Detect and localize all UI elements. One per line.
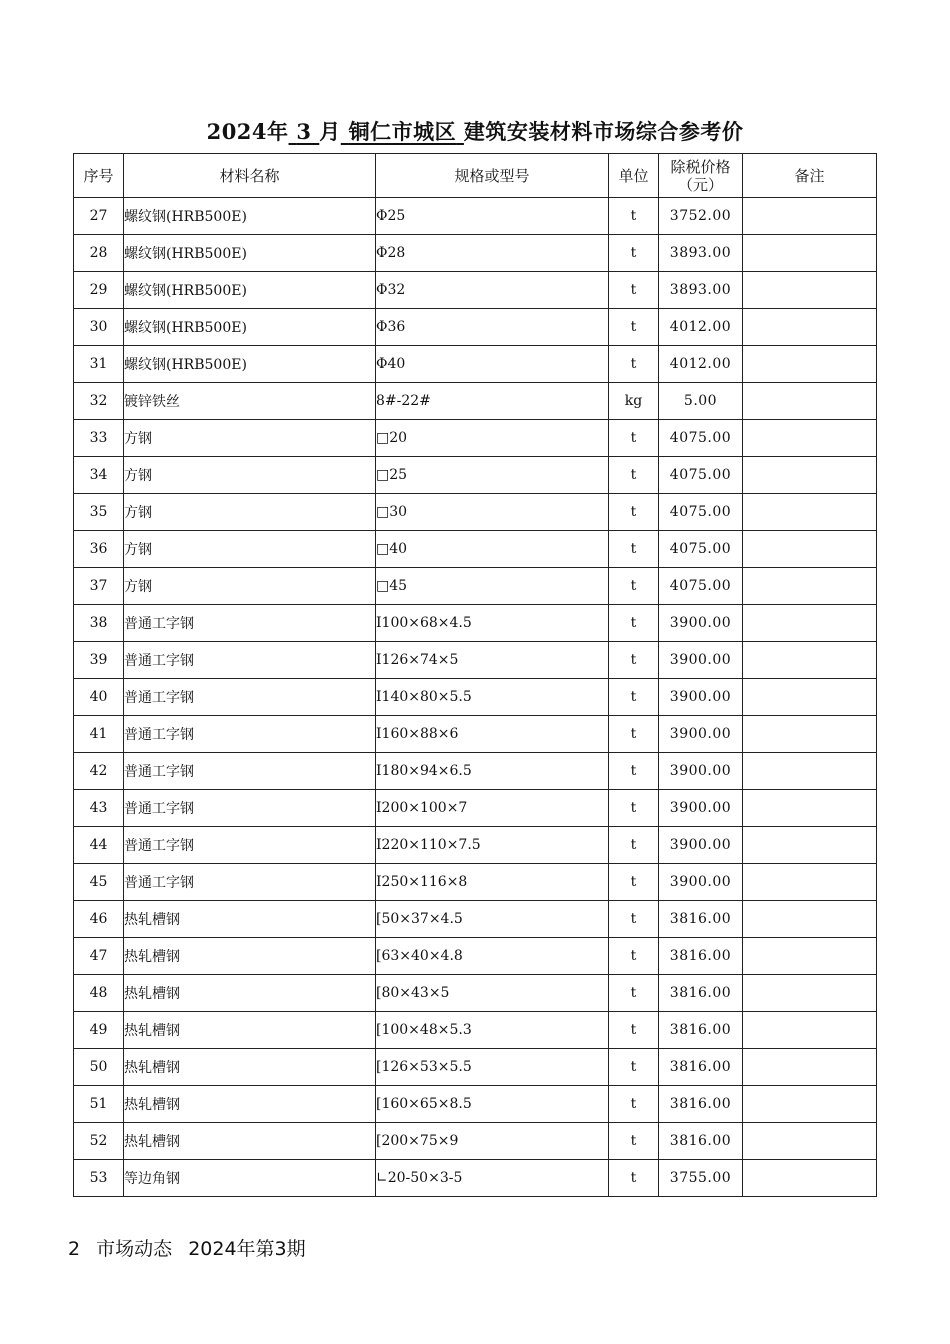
cell-unit: t — [609, 1123, 659, 1160]
cell-note — [743, 938, 877, 975]
cell-unit: t — [609, 346, 659, 383]
title-month-suffix: 月 — [319, 119, 341, 144]
cell-note — [743, 568, 877, 605]
cell-unit: t — [609, 975, 659, 1012]
table-row — [74, 272, 877, 309]
page-title — [0, 116, 950, 146]
cell-price: 3816.00 — [659, 938, 743, 975]
cell-name: 等边角钢 — [124, 1160, 376, 1197]
header-note: 备注 — [743, 154, 877, 198]
cell-price: 4075.00 — [659, 494, 743, 531]
cell-price: 3900.00 — [659, 642, 743, 679]
cell-spec: Φ28 — [376, 235, 609, 272]
cell-unit: t — [609, 901, 659, 938]
table-row — [74, 420, 877, 457]
cell-price: 3900.00 — [659, 827, 743, 864]
cell-note — [743, 235, 877, 272]
cell-price: 4075.00 — [659, 457, 743, 494]
table-row — [74, 1012, 877, 1049]
table-row — [74, 679, 877, 716]
cell-unit: t — [609, 494, 659, 531]
table-header-row — [74, 154, 877, 198]
cell-unit: t — [609, 309, 659, 346]
cell-no: 28 — [74, 235, 124, 272]
cell-spec: [63×40×4.8 — [376, 938, 609, 975]
table-row — [74, 753, 877, 790]
cell-no: 39 — [74, 642, 124, 679]
cell-spec: ∟20-50×3-5 — [376, 1160, 609, 1197]
table-row — [74, 605, 877, 642]
cell-name: 普通工字钢 — [124, 864, 376, 901]
cell-no: 33 — [74, 420, 124, 457]
cell-note — [743, 642, 877, 679]
cell-no: 38 — [74, 605, 124, 642]
cell-no: 29 — [74, 272, 124, 309]
cell-spec: I250×116×8 — [376, 864, 609, 901]
footer-issue: 2024年第3期 — [188, 1238, 306, 1260]
cell-note — [743, 494, 877, 531]
cell-note — [743, 753, 877, 790]
cell-spec: □25 — [376, 457, 609, 494]
cell-price: 3900.00 — [659, 679, 743, 716]
table-row — [74, 494, 877, 531]
cell-spec: [80×43×5 — [376, 975, 609, 1012]
cell-note — [743, 864, 877, 901]
cell-no: 32 — [74, 383, 124, 420]
cell-no: 46 — [74, 901, 124, 938]
table-row — [74, 901, 877, 938]
cell-name: 热轧槽钢 — [124, 1012, 376, 1049]
cell-note — [743, 1160, 877, 1197]
cell-no: 52 — [74, 1123, 124, 1160]
cell-no: 35 — [74, 494, 124, 531]
cell-price: 3816.00 — [659, 1123, 743, 1160]
cell-price: 5.00 — [659, 383, 743, 420]
cell-price: 3816.00 — [659, 1086, 743, 1123]
cell-no: 48 — [74, 975, 124, 1012]
table-row — [74, 1086, 877, 1123]
cell-unit: t — [609, 568, 659, 605]
cell-note — [743, 457, 877, 494]
cell-no: 53 — [74, 1160, 124, 1197]
cell-no: 37 — [74, 568, 124, 605]
cell-name: 热轧槽钢 — [124, 1123, 376, 1160]
cell-no: 45 — [74, 864, 124, 901]
cell-name: 方钢 — [124, 531, 376, 568]
cell-price: 3900.00 — [659, 716, 743, 753]
table-row — [74, 346, 877, 383]
cell-unit: t — [609, 457, 659, 494]
title-year: 2024年 — [206, 119, 289, 144]
footer-section: 市场动态 — [96, 1238, 173, 1260]
cell-name: 方钢 — [124, 420, 376, 457]
cell-name: 普通工字钢 — [124, 753, 376, 790]
cell-note — [743, 679, 877, 716]
cell-price: 3893.00 — [659, 272, 743, 309]
cell-spec: Φ40 — [376, 346, 609, 383]
cell-spec: I180×94×6.5 — [376, 753, 609, 790]
cell-unit: t — [609, 1049, 659, 1086]
cell-price: 3893.00 — [659, 235, 743, 272]
cell-note — [743, 346, 877, 383]
cell-name: 螺纹钢(HRB500E) — [124, 272, 376, 309]
cell-name: 热轧槽钢 — [124, 1086, 376, 1123]
table-row — [74, 1123, 877, 1160]
cell-name: 热轧槽钢 — [124, 975, 376, 1012]
cell-no: 47 — [74, 938, 124, 975]
cell-name: 螺纹钢(HRB500E) — [124, 198, 376, 235]
table-row — [74, 531, 877, 568]
header-price: 除税价格 （元） — [659, 154, 743, 198]
cell-no: 44 — [74, 827, 124, 864]
cell-spec: Φ36 — [376, 309, 609, 346]
cell-no: 41 — [74, 716, 124, 753]
table-row — [74, 383, 877, 420]
cell-note — [743, 975, 877, 1012]
cell-note — [743, 716, 877, 753]
cell-unit: t — [609, 1086, 659, 1123]
cell-no: 51 — [74, 1086, 124, 1123]
header-name: 材料名称 — [124, 154, 376, 198]
cell-name: 普通工字钢 — [124, 716, 376, 753]
table-row — [74, 827, 877, 864]
cell-price: 3816.00 — [659, 901, 743, 938]
cell-spec: I126×74×5 — [376, 642, 609, 679]
cell-spec: □30 — [376, 494, 609, 531]
table-row — [74, 235, 877, 272]
table-row — [74, 1049, 877, 1086]
cell-name: 普通工字钢 — [124, 605, 376, 642]
table-row — [74, 864, 877, 901]
cell-spec: [126×53×5.5 — [376, 1049, 609, 1086]
cell-note — [743, 1012, 877, 1049]
cell-price: 3755.00 — [659, 1160, 743, 1197]
cell-no: 42 — [74, 753, 124, 790]
cell-spec: □45 — [376, 568, 609, 605]
cell-price: 3816.00 — [659, 1049, 743, 1086]
table-row — [74, 568, 877, 605]
cell-note — [743, 383, 877, 420]
cell-price: 4012.00 — [659, 309, 743, 346]
cell-price: 3900.00 — [659, 790, 743, 827]
table-row — [74, 938, 877, 975]
cell-name: 热轧槽钢 — [124, 901, 376, 938]
cell-unit: t — [609, 198, 659, 235]
table-row — [74, 1160, 877, 1197]
cell-spec: I200×100×7 — [376, 790, 609, 827]
page-footer — [68, 1234, 316, 1261]
cell-name: 方钢 — [124, 494, 376, 531]
cell-unit: t — [609, 1012, 659, 1049]
cell-note — [743, 1049, 877, 1086]
cell-spec: [100×48×5.3 — [376, 1012, 609, 1049]
cell-unit: t — [609, 827, 659, 864]
cell-no: 27 — [74, 198, 124, 235]
cell-no: 34 — [74, 457, 124, 494]
cell-note — [743, 272, 877, 309]
cell-price: 4075.00 — [659, 531, 743, 568]
cell-no: 36 — [74, 531, 124, 568]
table-row — [74, 975, 877, 1012]
cell-spec: □40 — [376, 531, 609, 568]
cell-name: 方钢 — [124, 457, 376, 494]
cell-spec: I100×68×4.5 — [376, 605, 609, 642]
cell-unit: t — [609, 753, 659, 790]
price-table — [73, 153, 877, 1197]
cell-price: 3816.00 — [659, 975, 743, 1012]
cell-price: 3900.00 — [659, 605, 743, 642]
cell-name: 普通工字钢 — [124, 642, 376, 679]
cell-spec: I140×80×5.5 — [376, 679, 609, 716]
cell-name: 普通工字钢 — [124, 827, 376, 864]
cell-note — [743, 531, 877, 568]
title-city: 铜仁市城区 — [348, 119, 457, 144]
cell-note — [743, 1123, 877, 1160]
title-rest: 建筑安装材料市场综合参考价 — [463, 119, 744, 144]
cell-spec: I220×110×7.5 — [376, 827, 609, 864]
cell-unit: t — [609, 420, 659, 457]
cell-note — [743, 790, 877, 827]
cell-price: 4075.00 — [659, 420, 743, 457]
cell-spec: [160×65×8.5 — [376, 1086, 609, 1123]
cell-name: 螺纹钢(HRB500E) — [124, 309, 376, 346]
cell-note — [743, 420, 877, 457]
footer-page-number: 2 — [68, 1238, 81, 1260]
header-unit: 单位 — [609, 154, 659, 198]
cell-spec: □20 — [376, 420, 609, 457]
table-row — [74, 309, 877, 346]
cell-price: 3752.00 — [659, 198, 743, 235]
cell-price: 4075.00 — [659, 568, 743, 605]
cell-spec: [50×37×4.5 — [376, 901, 609, 938]
cell-unit: t — [609, 864, 659, 901]
cell-unit: t — [609, 605, 659, 642]
table-row — [74, 716, 877, 753]
cell-name: 螺纹钢(HRB500E) — [124, 235, 376, 272]
cell-unit: t — [609, 679, 659, 716]
cell-unit: kg — [609, 383, 659, 420]
cell-no: 49 — [74, 1012, 124, 1049]
cell-note — [743, 1086, 877, 1123]
cell-note — [743, 901, 877, 938]
cell-unit: t — [609, 272, 659, 309]
cell-spec: 8#-22# — [376, 383, 609, 420]
cell-price: 3900.00 — [659, 753, 743, 790]
cell-no: 50 — [74, 1049, 124, 1086]
cell-spec: [200×75×9 — [376, 1123, 609, 1160]
cell-name: 普通工字钢 — [124, 790, 376, 827]
cell-spec: Φ32 — [376, 272, 609, 309]
table-row — [74, 198, 877, 235]
cell-unit: t — [609, 1160, 659, 1197]
cell-unit: t — [609, 531, 659, 568]
table-row — [74, 790, 877, 827]
cell-name: 热轧槽钢 — [124, 938, 376, 975]
cell-note — [743, 198, 877, 235]
cell-price: 4012.00 — [659, 346, 743, 383]
cell-unit: t — [609, 235, 659, 272]
cell-no: 31 — [74, 346, 124, 383]
cell-unit: t — [609, 642, 659, 679]
cell-name: 镀锌铁丝 — [124, 383, 376, 420]
cell-no: 43 — [74, 790, 124, 827]
cell-note — [743, 827, 877, 864]
table-row — [74, 642, 877, 679]
cell-spec: Φ25 — [376, 198, 609, 235]
cell-price: 3816.00 — [659, 1012, 743, 1049]
title-month: 3 — [296, 119, 312, 144]
cell-name: 热轧槽钢 — [124, 1049, 376, 1086]
cell-name: 方钢 — [124, 568, 376, 605]
cell-note — [743, 605, 877, 642]
table-row — [74, 457, 877, 494]
header-spec: 规格或型号 — [376, 154, 609, 198]
cell-note — [743, 309, 877, 346]
cell-unit: t — [609, 790, 659, 827]
cell-spec: I160×88×6 — [376, 716, 609, 753]
cell-price: 3900.00 — [659, 864, 743, 901]
cell-unit: t — [609, 716, 659, 753]
cell-unit: t — [609, 938, 659, 975]
cell-name: 普通工字钢 — [124, 679, 376, 716]
cell-no: 40 — [74, 679, 124, 716]
header-no: 序号 — [74, 154, 124, 198]
cell-no: 30 — [74, 309, 124, 346]
cell-name: 螺纹钢(HRB500E) — [124, 346, 376, 383]
